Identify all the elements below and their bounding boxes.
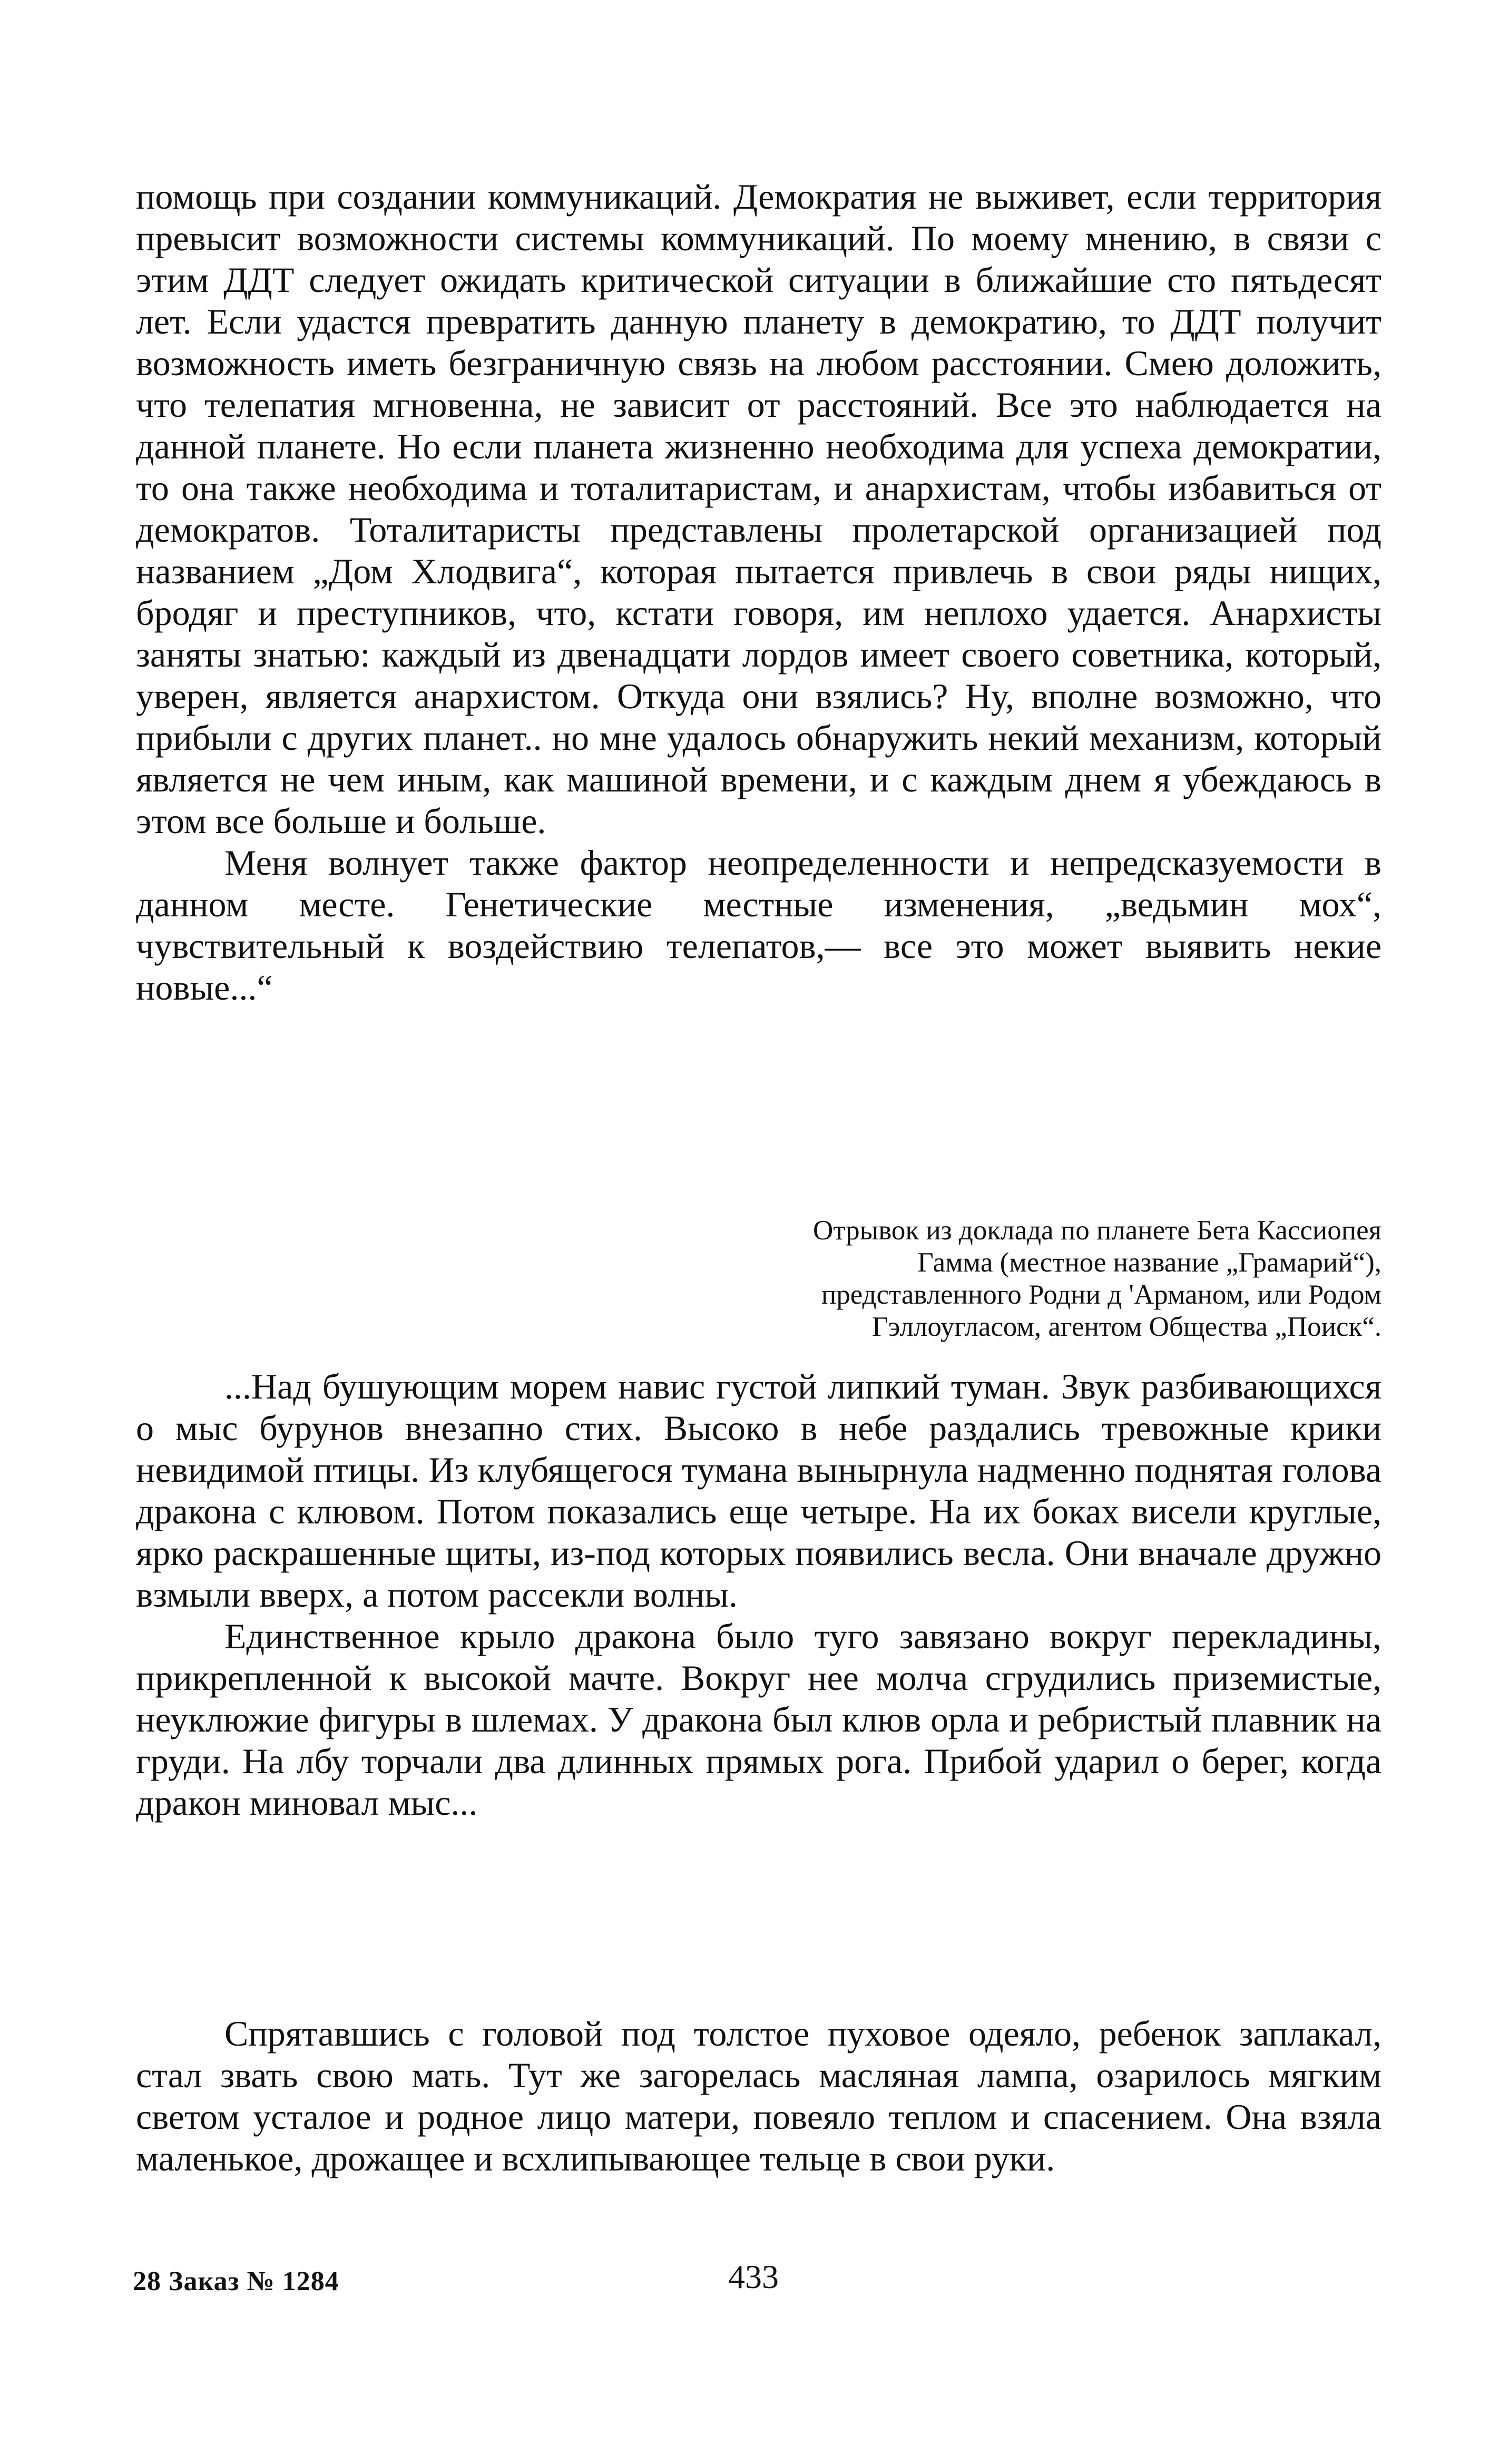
- body-paragraph: Единственное крыло дракона было туго завязано вокруг перекладины, прикрепленной к высокой мачте. Вокруг нее молча сгрудились приземистые, неуклюжие фигуры в шлемах. У дракона был клюв орла и ребристый плавник на груди. На лбу торчали два длинных прямых рога. Прибой ударил о берег, когда дракон миновал мыс...: [136, 1616, 1381, 1823]
- body-paragraph: помощь при создании коммуникаций. Демократия не выживет, если территория превысит возможности системы коммуникаций. По моему мнению, в связи с этим ДДТ следует ожидать критической ситуации в ближайшие сто пятьдесят лет. Если удастся превратить данную планету в демократию, то ДДТ получит возможность иметь безграничную связь на любом расстоянии. Смею доложить, что телепатия мгновенна, не зависит от расстояний. Все это наблюдается на данной планете. Но если планета жизненно необходима для успеха демократии, то она также необходима и тоталитаристам, и анархистам, чтобы избавиться от демократов. Тоталитаристы представлены пролетарской организацией под названием „Дом Хлодвига“, которая пытается привлечь в свои ряды нищих, бродяг и преступников, что, кстати говоря, им неплохо удается. Анархисты заняты знатью: каждый из двенадцати лордов имеет своего советника, который, уверен, является анархистом. Откуда они взялись? Ну, вполне возможно, что прибыли с других планет.. но мне удалось обнаружить некий механизм, который является не чем иным, как машиной времени, и с каждым днем я убеждаюсь в этом все больше и больше.: [136, 177, 1381, 841]
- source-attribution-line: Гамма (местное название „Грамарий“),: [917, 1247, 1381, 1278]
- source-attribution-line: Гэллоугласом, агентом Общества „Поиск“.: [872, 1312, 1381, 1342]
- body-text-block: [136, 2013, 1381, 2179]
- source-attribution: [538, 1215, 1381, 1343]
- page-number: 433: [728, 2258, 779, 2295]
- body-paragraph: ...Над бушующим морем навис густой липкий туман. Звук разбивающихся о мыс бурунов внезапно стих. Высоко в небе раздались тревожные крики невидимой птицы. Из клубящегося тумана вынырнула надменно поднятая голова дракона с клювом. Потом показались еще четыре. На их боках висели круглые, ярко раскрашенные щиты, из-под которых появились весла. Они вначале дружно взмыли вверх, а потом рассекли волны.: [136, 1366, 1381, 1615]
- body-paragraph: Меня волнует также фактор неопределенности и непредсказуемости в данном месте. Генетические местные изменения, „ведьмин мох“, чувствительный к воздействию телепатов,— все это может выявить некие новые...“: [136, 843, 1381, 1008]
- body-paragraph: Спрятавшись с головой под толстое пуховое одеяло, ребенок заплакал, стал звать свою мать. Тут же загорелась масляная лампа, озарилось мягким светом усталое и родное лицо матери, повеяло теплом и спасением. Она взяла маленькое, дрожащее и всхлипывающее тельце в свои руки.: [136, 2013, 1381, 2178]
- body-text-block: [136, 176, 1381, 1009]
- source-attribution-line: представленного Родни д 'Арманом, или Родом: [821, 1279, 1381, 1310]
- body-text-block: [136, 1366, 1381, 1824]
- source-attribution-line: Отрывок из доклада по планете Бета Кассиопея: [813, 1215, 1381, 1246]
- print-signature: 28 Заказ № 1284: [133, 2266, 339, 2296]
